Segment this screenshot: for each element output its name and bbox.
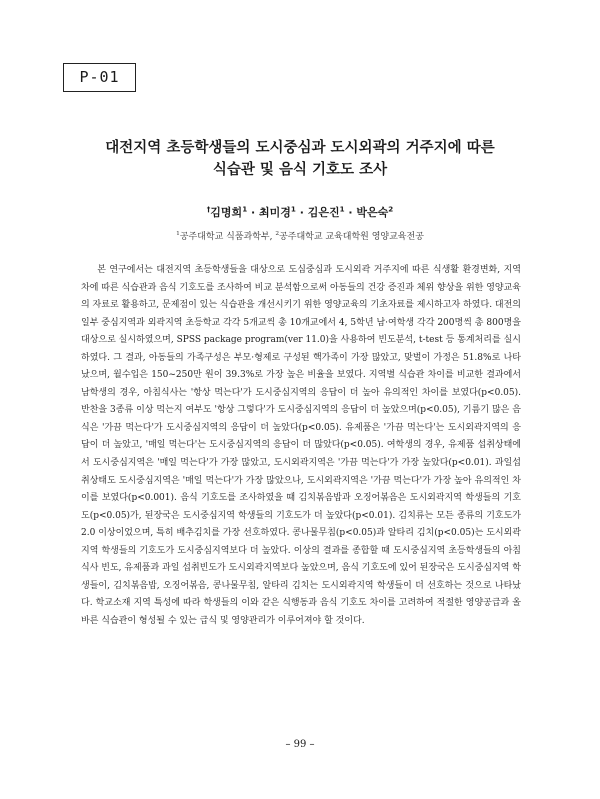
author-name: 최미경 — [259, 206, 291, 219]
affiliations — [40, 230, 560, 244]
author-separator: · — [344, 206, 357, 219]
affil-sup: 2 — [275, 231, 280, 237]
author-name: 김명희 — [210, 206, 243, 219]
corresponding-mark: † — [206, 204, 211, 214]
title-line-1: 대전지역 초등학생들의 도시중심과 도시외곽의 거주지에 따른 — [105, 140, 495, 156]
affiliation-text: 공주대학교 식품과학부, — [179, 232, 276, 242]
author-list — [40, 205, 560, 221]
author-affil-sup: 2 — [388, 204, 394, 214]
page-number: – 99 – — [285, 739, 315, 750]
affil-sup: 1 — [176, 231, 180, 237]
author-affil-sup: 1 — [242, 204, 248, 214]
author-affil-sup: 1 — [290, 204, 296, 214]
paper-title — [40, 137, 560, 181]
author-name: 박은숙 — [356, 206, 389, 219]
author-name: 김은진 — [307, 206, 340, 219]
author-separator: · — [295, 206, 308, 219]
title-line-2: 식습관 및 음식 기호도 조사 — [212, 162, 388, 178]
poster-id-tag: P-01 — [63, 63, 136, 92]
abstract-body: 본 연구에서는 대전지역 초등학생들을 대상으로 도심중심과 도시외곽 거주지에 따른 식생활 환경변화, 지역 차에 따른 식습관과 음식 기호도를 조사하여 비교 분석함으로써 아동들의 건강 증진과 체위 향상을 위한 영양교육의 자료로 활용하고, 문제점이 있는 식습관을 개선시키기 위한 영양교육의 기초자료를 제시하고자 하였다. 대전의 일부 중심지역과 외곽지역 초등학교 각각 5개교씩 총 10개교에서 4, 5학년 남·여학생 각각 200명씩 총 800명을 대상으로 실시하였으며, SPSS package program(ver 11.0)을 사용하여 빈도분석, t-test 등 통계처리를 실시하였다. 그 결과, 아동들의 가족구성은 부모·형제로 구성된 핵가족이 가장 많았고, 맞벌이 가정은 51.8%로 나타났으며, 월수입은 150~250만 원이 39.3%로 가장 높은 비율을 보였다. 지역별 식습관 차이를 비교한 결과에서 남학생의 경우, 아침식사는 '항상 먹는다'가 도시중심지역의 응답이 더 높아 유의적인 차이를 보였다(p<0.05). 반찬을 3종류 이상 먹는지 여부도 '항상 그렇다'가 도시중심지역의 응답이 더 높았으며(p<0.05), 기름기 많은 음식은 '가끔 먹는다'가 도시중심지역의 응답이 더 높았다(p<0.05). 유제품은 '가끔 먹는다'는 도시외곽지역의 응답이 더 높았고, '매일 먹는다'는 도시중심지역의 응답이 더 많았다(p<0.05). 여학생의 경우, 유제품 섭취상태에서 도시중심지역은 '매일 먹는다'가 가장 많았고, 도시외곽지역은 '가끔 먹는다'가 가장 높았다(p<0.01). 과일섭취상태도 도시중심지역은 '매일 먹는다'가 가장 많았으나, 도시외곽지역은 '가끔 먹는다'가 가장 높아 유의적인 차이를 보였다(p<0.001). 음식 기호도를 조사하였을 때 김치볶음밥과 오징어볶음은 도시외곽지역 학생들의 기호도(p<0.05)가, 된장국은 도시중심지역 학생들의 기호도가 더 높았다(p<0.01). 김치류는 모든 종류의 기호도가 2.0 이상이었으며, 특히 배추김치를 가장 선호하였다. 콩나물무침(p<0.05)과 알타리 김치(p<0.05)는 도시외곽지역 학생들의 기호도가 도시중심지역보다 더 높았다. 이상의 결과를 종합할 때 도시중심지역 초등학생들의 아침식사 빈도, 유제품과 과일 섭취빈도가 도시외곽지역보다 높았으며, 음식 기호도에 있어 된장국은 도시중심지역 학생들이, 김치볶음밥, 오징어볶음, 콩나물무침, 알타리 김치는 도시외곽지역 학생들이 더 선호하는 것으로 나타났다. 학교소재 지역 특성에 따라 학생들의 이와 같은 식행동과 음식 기호도 차이를 고려하여 적절한 영양공급과 올바른 식습관이 형성될 수 있는 급식 및 영양관리가 이루어져야 할 것이다. — [81, 265, 521, 626]
affiliation-text: 공주대학교 교육대학원 영양교육전공 — [279, 232, 424, 242]
author-affil-sup: 1 — [339, 204, 345, 214]
author-separator: · — [247, 206, 259, 219]
